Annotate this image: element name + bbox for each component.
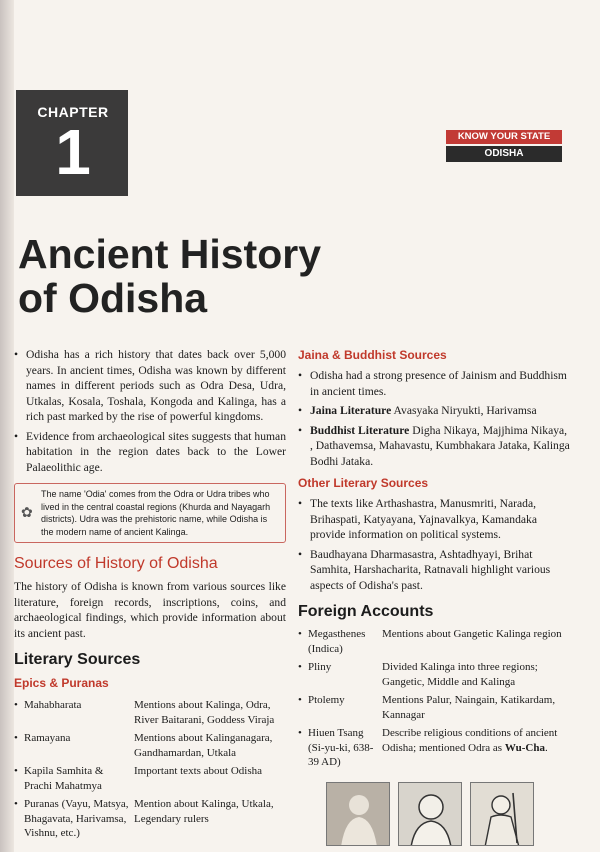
intro-bullet: • Evidence from archaeological sites suggests that human habitation in the region dates back to the Lower Palaeolithic age. [14, 429, 286, 476]
source-desc: Mentions about Kalinga, Odra, River Baitarani, Goddess Viraja [134, 699, 275, 726]
sources-heading: Sources of History of Odisha [14, 555, 218, 572]
source-name: • Mahabharata [14, 698, 134, 731]
foreign-heading: Foreign Accounts [298, 603, 434, 620]
title-line-2: of Odisha [18, 275, 208, 321]
chapter-label: CHAPTER [37, 104, 109, 120]
epics-table [14, 698, 286, 845]
title-line-1: Ancient History [18, 231, 321, 277]
intro-list [14, 347, 286, 475]
jaina-list [298, 368, 570, 469]
lotus-icon: ✿ [21, 504, 33, 520]
table-row [14, 797, 286, 845]
other-heading: Other Literary Sources [298, 476, 429, 490]
epics-subheading: Epics & Puranas [14, 676, 109, 690]
jaina-label: Jaina Literature [310, 404, 392, 417]
account-name: • Hiuen Tsang (Si-yu-ki, 638-39 AD) [298, 726, 382, 774]
table-row [298, 660, 570, 693]
account-desc: Mentions about Gangetic Kalinga region [382, 628, 562, 640]
intro-bullet: • Odisha has a rich history that dates back over 5,000 years. In ancient times, Odisha was known by different names in different periods such as Odra Desa, Udra, Utkalas, Kosala, Toshala, Kongoda and Kalinga, has a rich past marked by the rise of powerful kingdoms. [14, 347, 286, 425]
account-desc [382, 726, 570, 774]
state-badge: ODISHA [446, 146, 562, 162]
account-name: • Ptolemy [298, 693, 382, 726]
source-desc: Mentions about Kalinganagara, Gandhamardan, Utkala [134, 732, 273, 759]
other-bullet: • Baudhayana Dharmasastra, Ashtadhyayi, Brihat Samhita, Harshacharita, Ratnavali highlight various aspects of Odisha's past. [298, 547, 570, 594]
page-edge-shadow [0, 0, 14, 852]
literary-heading: Literary Sources [14, 651, 141, 668]
buddhist-text: Digha Nikaya, Majjhima Nikaya, , Dathavemsa, Mahavastu, Kumbhakara Jataka, Kalinga Bodhi Jataka. [310, 423, 570, 468]
info-callout [14, 483, 286, 543]
callout-text: The name 'Odia' comes from the Odra or Udra tribes who lived in the central coastal regions (Khurda and Nayagarh districts). Udra was the prehistoric name, while Odisha is the modern name of ancient Kalinga. [41, 489, 271, 537]
jaina-heading: Jaina & Buddhist Sources [298, 348, 447, 362]
buddhist-label: Buddhist Literature [310, 423, 410, 437]
table-row [298, 693, 570, 726]
source-name: • Puranas (Vayu, Matsya, Bhagavata, Harivamsa, Vishnu, etc.) [14, 797, 134, 845]
account-desc: Mentions Palur, Naingain, Katikardam, Kannagar [382, 694, 556, 721]
chapter-number: 1 [55, 116, 91, 188]
table-row [14, 698, 286, 731]
hiuen-tsang-portrait [470, 782, 534, 846]
jaina-bullet [298, 403, 570, 419]
other-list [298, 496, 570, 593]
table-row [298, 627, 570, 660]
account-desc-text: Describe religious conditions of ancient Odisha; mentioned Odra as [382, 727, 558, 754]
source-desc: Important texts about Odisha [134, 765, 263, 777]
megasthenes-portrait [326, 782, 390, 846]
jaina-text: Avasyaka Niryukti, Harivamsa [393, 404, 537, 417]
jaina-bullet [298, 423, 570, 470]
account-desc-bold: Wu-Cha [504, 741, 545, 754]
foreign-table [298, 627, 570, 774]
table-row [14, 731, 286, 764]
page-title [18, 232, 438, 320]
source-desc: Mention about Kalinga, Utkala, Legendary rulers [134, 798, 274, 825]
account-desc-end: . [544, 741, 548, 754]
pliny-portrait [398, 782, 462, 846]
table-row [14, 764, 286, 797]
other-bullet: • The texts like Arthashastra, Manusmriti, Narada, Brihaspati, Katyayana, Yajnavalkya, Kamandaka provide information on political systems. [298, 496, 570, 543]
account-name: • Pliny [298, 660, 382, 693]
source-name: • Kapila Samhita & Prachi Mahatmya [14, 764, 134, 797]
source-name: • Ramayana [14, 731, 134, 764]
account-name: • Megasthenes (Indica) [298, 627, 382, 660]
know-your-state-badge: KNOW YOUR STATE [446, 130, 562, 144]
right-column [298, 347, 570, 846]
table-row [298, 726, 570, 774]
sources-text: The history of Odisha is known from various sources like literature, foreign records, inscriptions, coins, and archaeological findings, which provide information about its ancient past. [14, 580, 286, 640]
jaina-bullet: • Odisha had a strong presence of Jainism and Buddhism in ancient times. [298, 368, 570, 399]
account-desc: Divided Kalinga into three regions; Gangetic, Middle and Kalinga [382, 661, 538, 688]
portrait-row [326, 782, 570, 846]
left-column [14, 347, 286, 845]
